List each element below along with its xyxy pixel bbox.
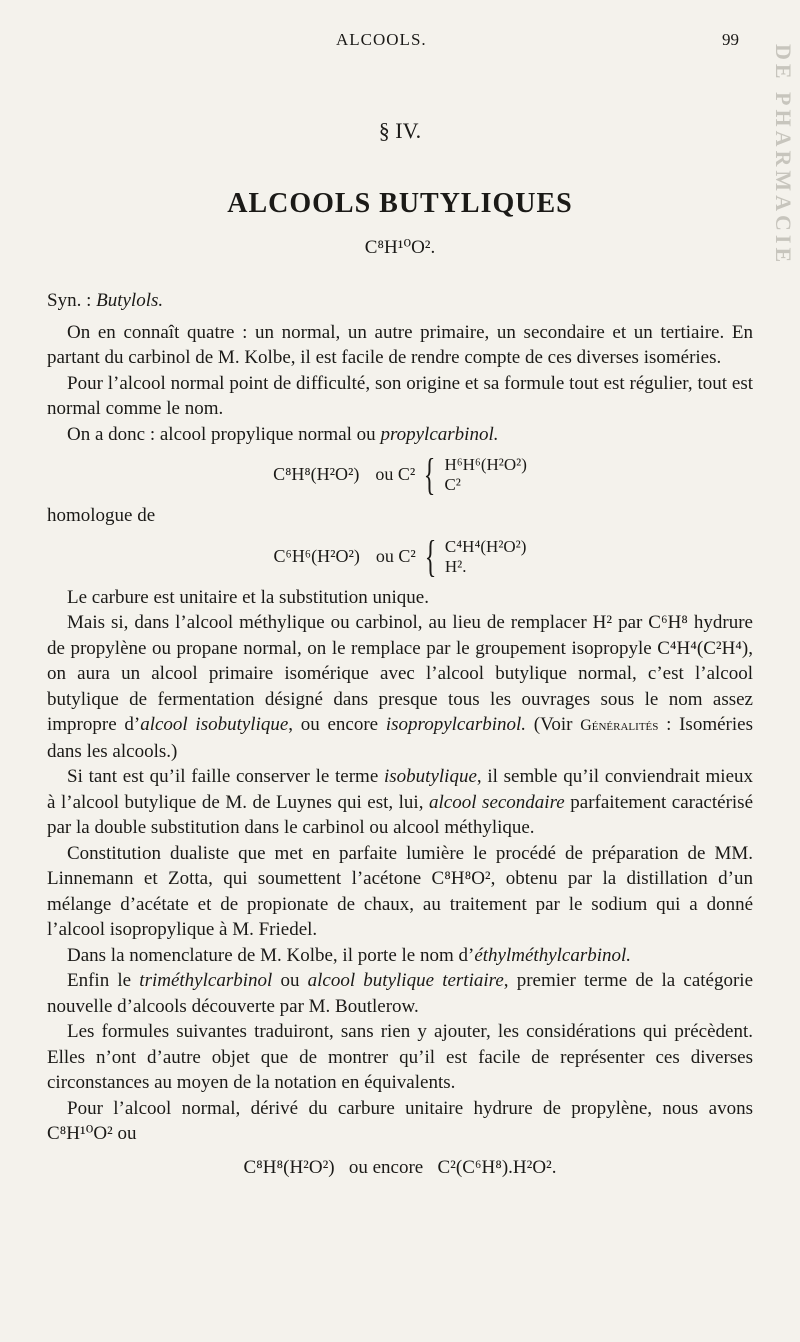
italic-term: alcool isobutylique [140,714,289,735]
paragraph-10: Les formules suivantes traduiront, sans rien y ajouter, les considérations qui précèdent. Elles n’ont d’autre objet que de montrer qu’il est facile de représenter ces diverses circonstances au moyen de la notation en équivalents. [47,1021,753,1093]
text-span: Dans la nomenclature de M. Kolbe, il porte le nom d’ [67,944,475,966]
eq-left: C⁶H⁶(H²O²) [273,545,360,566]
small-caps-term: Généralités [580,717,659,734]
eq-left: C⁸H⁸(H²O²) [243,1156,335,1178]
paragraph-9 [47,968,753,1019]
paragraph-5 [47,610,753,764]
eq-left: C⁸H⁸(H²O²) [273,464,360,485]
italic-term: alcool butylique tertiaire [307,970,504,991]
eq-stack [445,537,527,577]
eq-bottom: C² [444,475,461,494]
homologue-line: homologue de [47,505,156,526]
eq-ou: ou C² [375,464,416,485]
running-header [0,30,800,54]
text-span: (Voir [526,714,581,735]
text-span: ou [272,970,308,991]
paragraph-11: Pour l’alcool normal, dérivé du carbure unitaire hydrure de propylène, nous avons C⁸H¹⁰O² ou [47,1097,753,1144]
equation-2 [47,529,753,585]
text-span: , ou encore [288,714,386,735]
page-number: 99 [722,30,739,49]
synonym-label: Syn. : [47,290,92,311]
italic-term: isopropylcarbinol. [385,714,527,735]
paragraph-3 [47,422,753,448]
running-title: ALCOOLS. [336,30,427,49]
section-number: § IV. [378,118,422,143]
eq-top: H⁶H⁶(H²O²) [444,455,527,474]
italic-term: triméthylcarbinol [139,970,273,991]
final-equation [47,1155,753,1181]
text-span: , premier terme de la catégorie nouvelle d’alcools découverte par M. Boutlerow. [47,970,754,1017]
chapter-formula: C⁸H¹⁰O². [364,237,436,258]
paragraph-1: On en connaît quatre : un normal, un autre primaire, un secondaire et un tertiaire. En partant du carbinol de M. Kolbe, il est facile de rendre compte de ces diverses isoméries. [47,321,753,368]
chapter-title: ALCOOLS BUTYLIQUES [227,188,573,219]
eq-ou: ou C² [375,545,416,566]
italic-term: alcool secondaire [429,791,565,813]
text-span: Mais si, dans l’alcool méthylique ou carbinol, au lieu de remplacer H² par C⁶H⁸ hydrure de propylène ou propane normal, on le remplace par le groupement isopropyle C⁴H⁴(C²H⁴), on aura un alcool primaire isomérique avec l’alcool butylique normal, c’est l’alcool butylique de fermentation désigné dans presque tous les ouvrages sous le nom assez impropre d’ [47,612,753,735]
eq-top: C⁴H⁴(H²O²) [444,536,527,556]
brace-icon: { [424,450,436,499]
italic-term: isobutylique [384,766,477,787]
text-span: On a donc : alcool propylique normal ou [67,423,381,445]
eq-mid: ou encore [348,1156,424,1178]
eq-bottom: H². [444,556,467,576]
body-text [47,288,753,1180]
text-span: Enfin le [67,970,140,991]
brace-icon: { [424,531,437,581]
text-span: , il semble qu’il conviendrait mieux à l’alcool butylique de M. de Luynes qui est, lui, [47,766,753,813]
eq-right: C²(C⁶H⁸).H²O². [437,1156,557,1178]
text-span: Si tant est qu’il faille conserver le terme [67,766,384,787]
text-span: parfaitement caractérisé par la double substitution dans le carbinol ou alcool méthylique. [47,791,754,838]
italic-term: éthylméthylcarbinol. [474,944,632,966]
paragraph-8 [47,943,753,969]
paragraph-6 [47,764,753,841]
paragraph-2: Pour l’alcool normal point de difficulté, son origine et sa formule tout est régulier, tout est normal comme le nom. [47,372,753,419]
paragraph-4: Le carbure est unitaire et la substitution unique. [67,586,429,608]
library-stamp: DE PHARMACIE [771,44,796,267]
italic-term: propylcarbinol. [380,423,499,445]
synonym-value: Butylols. [96,290,164,311]
paragraph-7: Constitution dualiste que met en parfaite lumière le procédé de préparation de MM. Linnemann et Zotta, qui soumettent l’acétone C⁸H⁸O², obtenu par la distillation d’un mélange d’acétate et de propionate de chaux, au traitement par le sodium qui a donné l’alcool isopropylique à M. Friedel. [47,842,753,940]
eq-stack [444,455,526,495]
synonym-line [47,288,753,314]
text-span: : Isoméries dans les alcools.) [47,714,753,762]
equation-1 [47,447,753,503]
